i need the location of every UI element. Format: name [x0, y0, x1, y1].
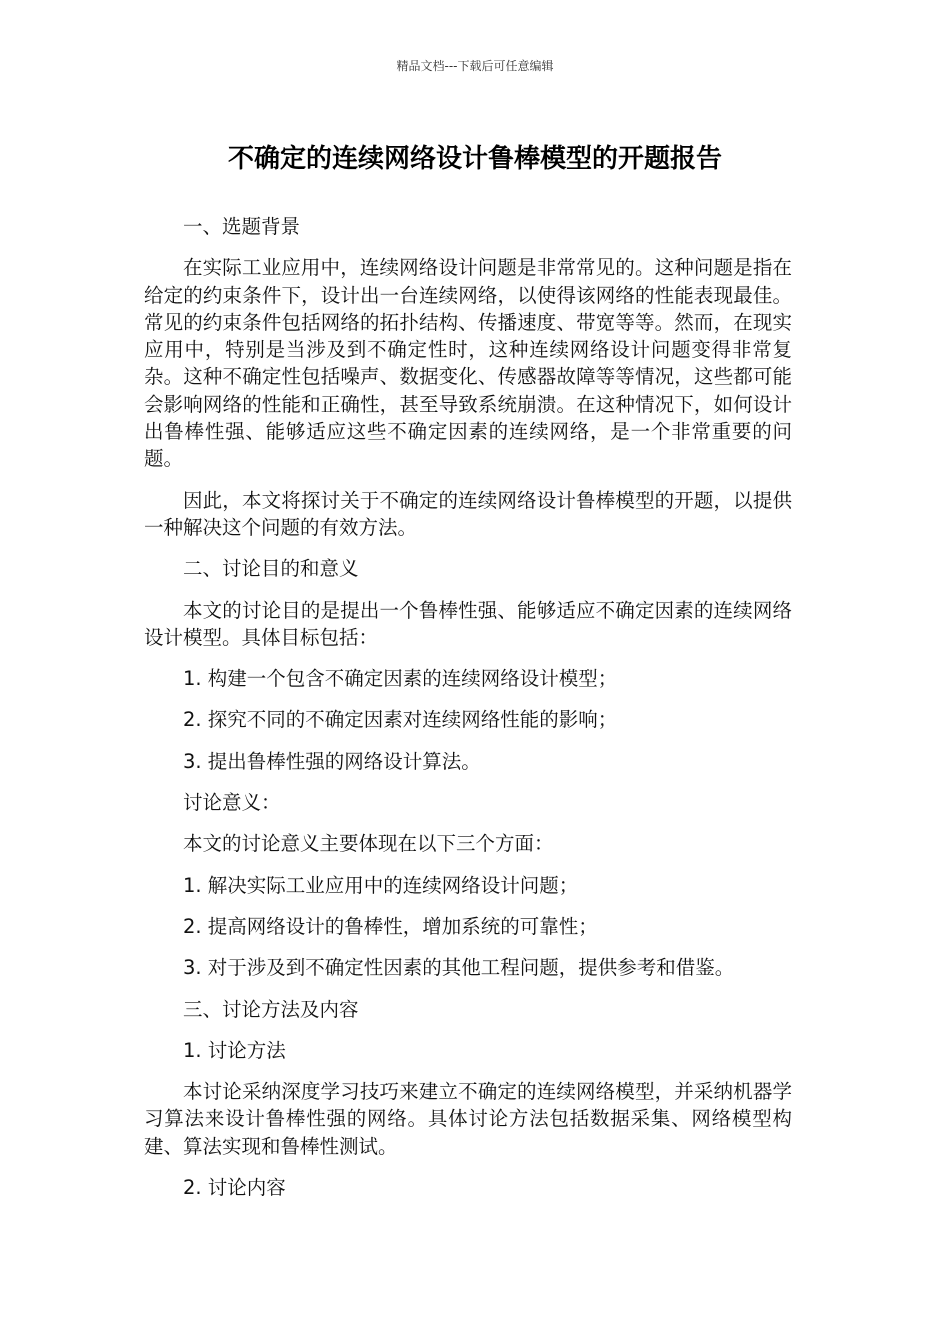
list-item-significance-3: 3. 对于涉及到不确定性因素的其他工程问题，提供参考和借鉴。: [183, 956, 735, 980]
section-heading-background: 一、选题背景: [183, 215, 301, 238]
list-item-significance-1: 1. 解决实际工业应用中的连续网络设计问题；: [183, 873, 579, 897]
subheading-method: 1. 讨论方法: [183, 1038, 286, 1062]
header-note: 精品文档---下载后可任意编辑: [396, 59, 554, 73]
paragraph-therefore: 因此，本文将探讨关于不确定的连续网络设计鲁棒模型的开题，以提供一种解决这个问题的有效方法。: [144, 488, 792, 539]
paragraph-purpose: 本文的讨论目的是提出一个鲁棒性强、能够适应不确定因素的连续网络设计模型。具体目标包括：: [144, 598, 792, 649]
section-heading-methods: 三、讨论方法及内容: [183, 997, 359, 1021]
paragraph-background: 在实际工业应用中，连续网络设计问题是非常常见的。这种问题是指在给定的约束条件下，设计出一台连续网络，以使得该网络的性能表现最佳。常见的约束条件包括网络的拓扑结构、传播速度、带宽等等。然而，在现实应用中，特别是当涉及到不确定性时，这种连续网络设计问题变得非常复杂。这种不确定性包括噪声、数据变化、传感器故障等等情况，这些都可能会影响网络的性能和正确性，甚至导致系统崩溃。在这种情况下，如何设计出鲁棒性强、能够适应这些不确定因素的连续网络，是一个非常重要的问题。: [144, 256, 792, 471]
list-item-goal-2: 2. 探究不同的不确定因素对连续网络性能的影响；: [183, 708, 618, 732]
paragraph-method: 本讨论采纳深度学习技巧来建立不确定的连续网络模型，并采纳机器学习算法来设计鲁棒性强的网络。具体讨论方法包括数据采集、网络模型构建、算法实现和鲁棒性测试。: [144, 1080, 792, 1158]
paragraph-significance-intro: 本文的讨论意义主要体现在以下三个方面：: [183, 832, 554, 856]
list-item-goal-1: 1. 构建一个包含不确定因素的连续网络设计模型；: [183, 667, 618, 691]
subheading-content: 2. 讨论内容: [183, 1176, 286, 1200]
document-body: [144, 213, 792, 1215]
document-title: 不确定的连续网络设计鲁棒模型的开题报告: [227, 144, 722, 174]
list-item-significance-2: 2. 提高网络设计的鲁棒性，增加系统的可靠性；: [183, 914, 598, 938]
subheading-significance: 讨论意义：: [183, 791, 281, 815]
list-item-goal-3: 3. 提出鲁棒性强的网络设计算法。: [183, 749, 481, 773]
section-heading-purpose: 二、讨论目的和意义: [183, 557, 359, 581]
